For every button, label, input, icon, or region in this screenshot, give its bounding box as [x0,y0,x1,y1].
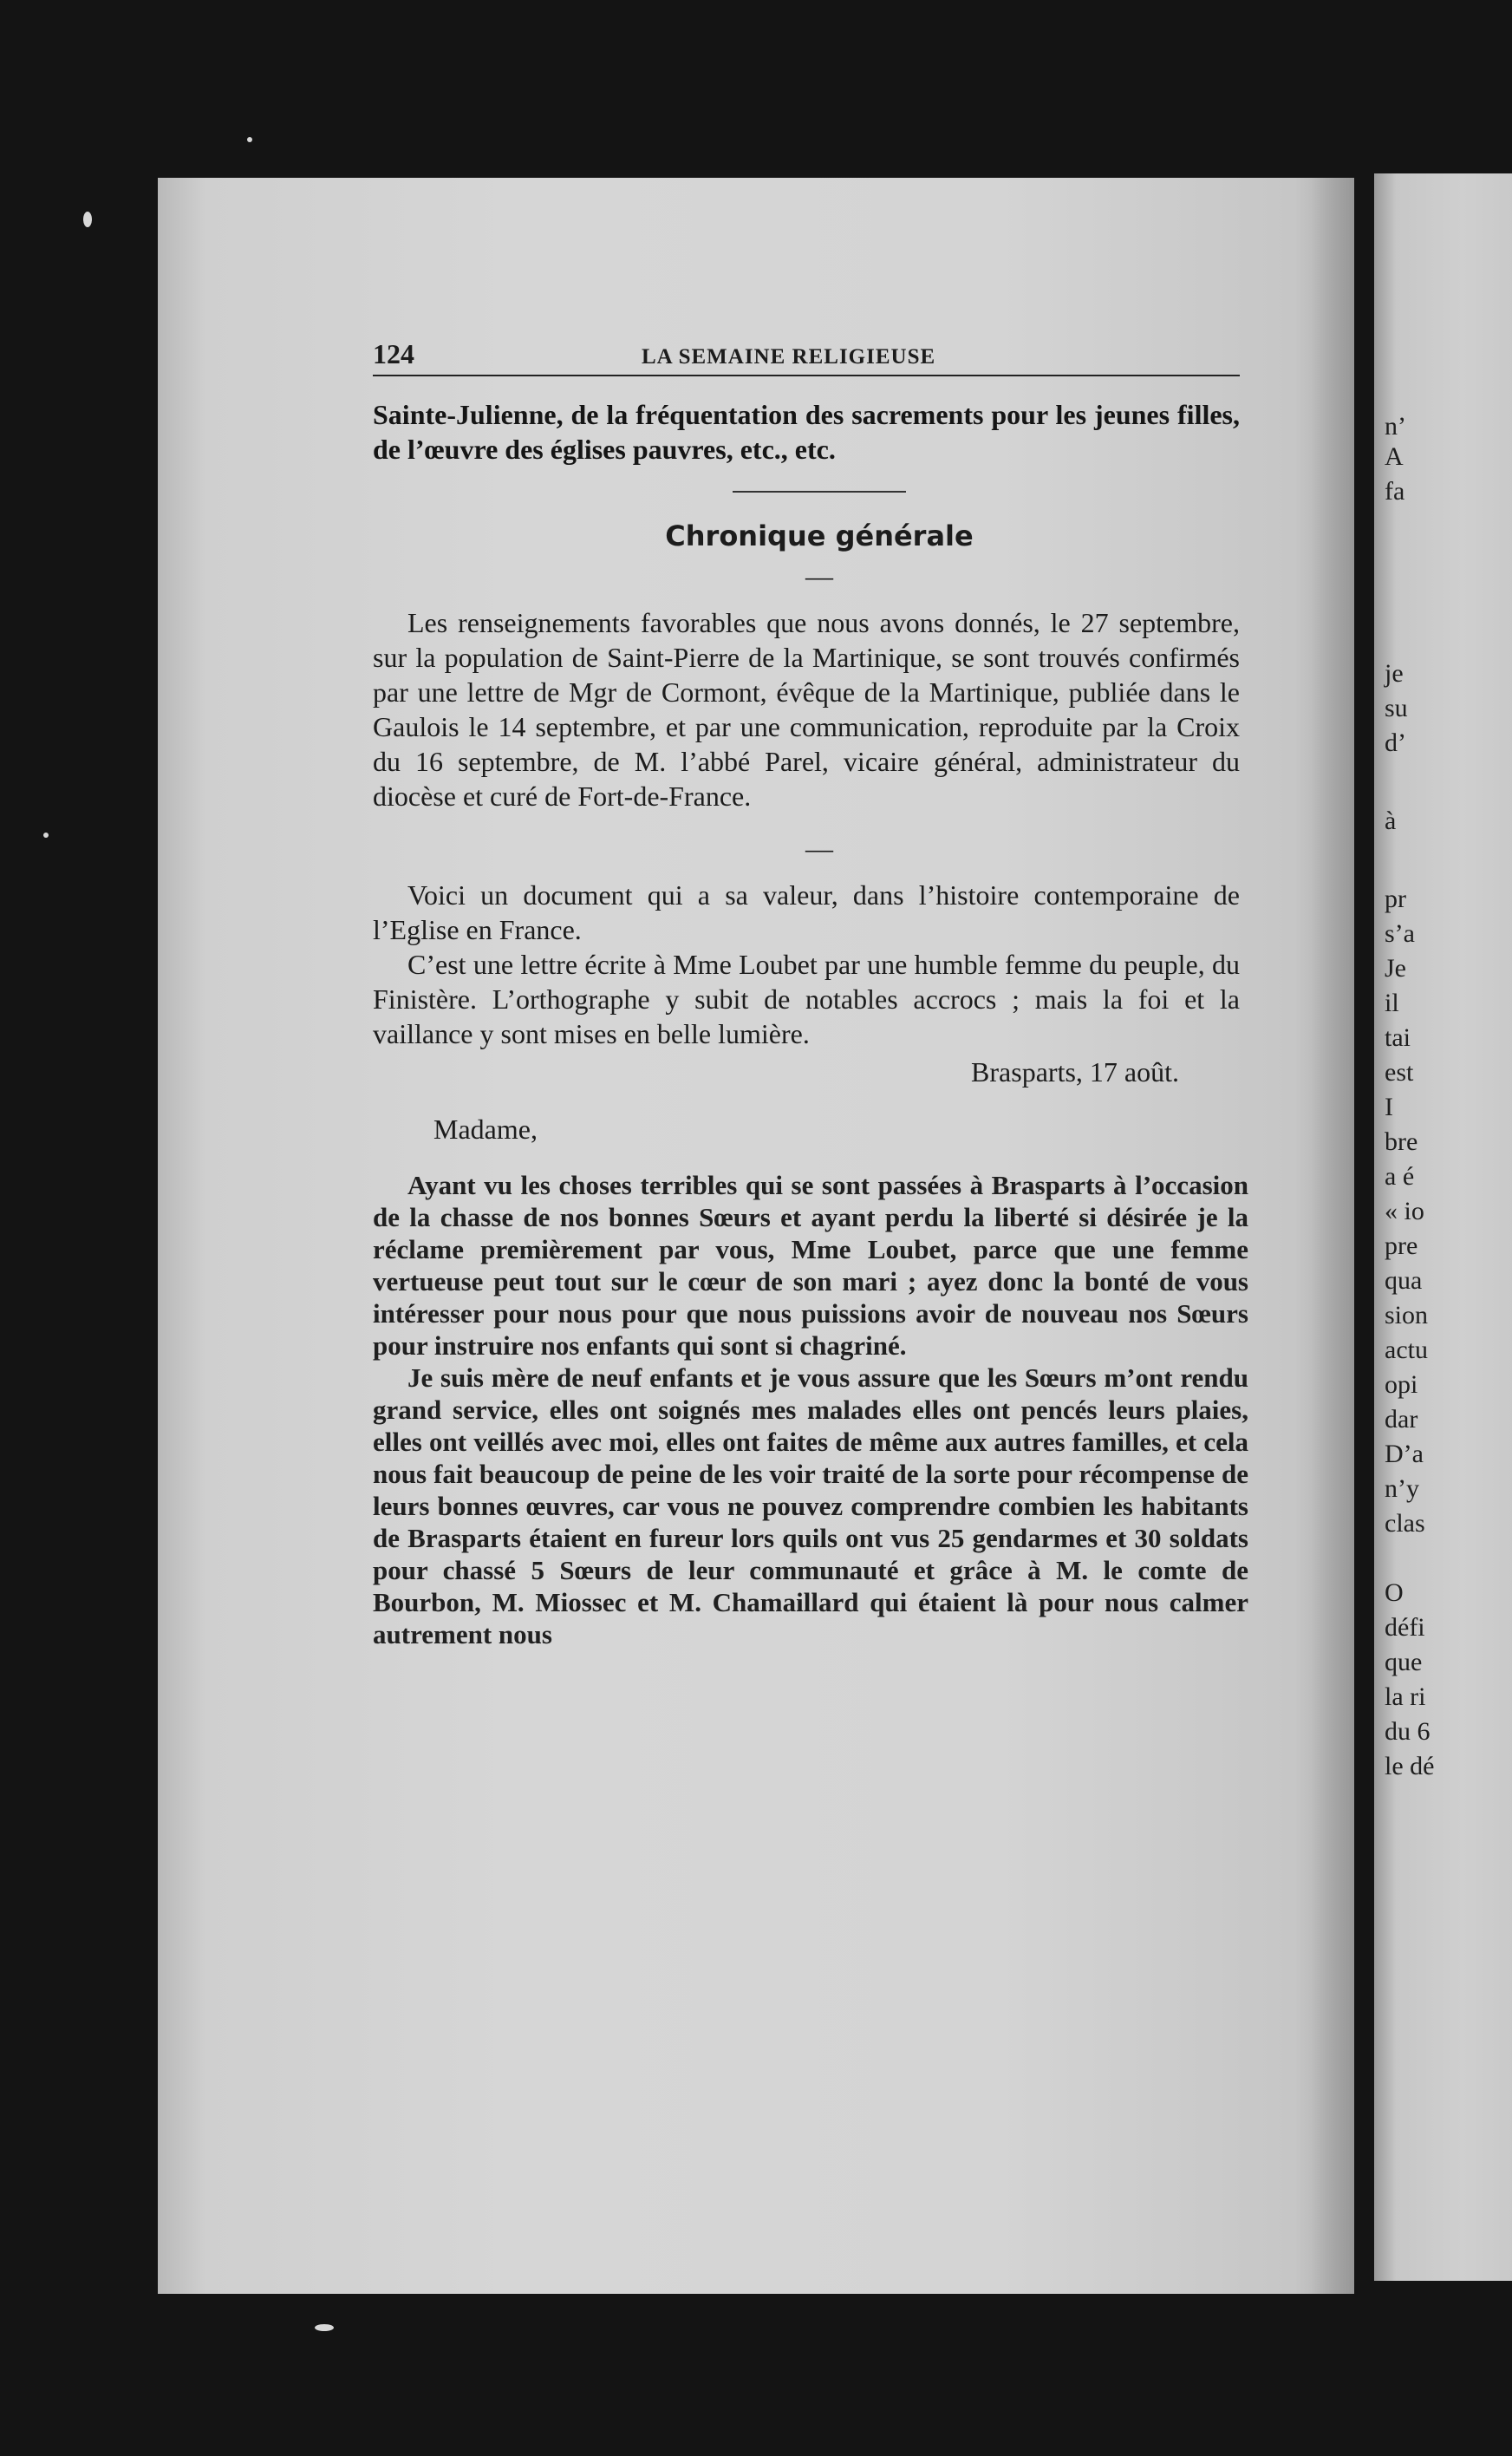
letter-place-date: Brasparts, 17 août. [971,1056,1179,1088]
adjacent-page-fragment: fa [1385,477,1405,506]
chronicle-paragraph-3: C’est une lettre écrite à Mme Loubet par une humble femme du peuple, du Finistère. L’orthographe y subit de notables accrocs ; mais la foi et la vaillance y sont mises en belle lumière. [373,949,1240,1049]
section-title: Chronique générale [665,519,974,552]
adjacent-page-fragment: actu [1385,1336,1428,1364]
section-separator [733,491,906,493]
running-head [373,336,1354,380]
adjacent-page-fragment: il [1385,989,1399,1017]
adjacent-page-fragment: O [1385,1578,1404,1607]
letter-paragraph-2: Je suis mère de neuf enfants et je vous assure que les Sœurs m’ont rendu grand service, elles ont soignés mes malades elles ont pencés leurs plaies, elles ont veillés avec moi, elles ont faites de même aux autres familles, et cela nous fait beaucoup de peine de les voir traité de la sorte pour récompense de leurs bonnes œuvres, car vous ne pouvez comprendre combien les habitants de Brasparts étaient en fureur lors quils ont vus 25 gendarmes et 30 soldats pour chassé 5 Sœurs de leur communauté et grâce à M. le comte de Bourbon, M. Miossec et M. Chamaillard qui étaient là pour nous calmer autrement nous [373,1362,1248,1649]
adjacent-page-fragment: clas [1385,1509,1425,1538]
adjacent-page-fragment: n’y [1385,1474,1419,1503]
adjacent-page-fragment: su [1385,694,1408,722]
adjacent-page-fragment: s’a [1385,919,1415,948]
adjacent-page-fragment: a é [1385,1162,1415,1191]
adjacent-page-fragment: que [1385,1648,1423,1676]
adjacent-page-fragment: du 6 [1385,1717,1431,1746]
adjacent-page-fragment: Je [1385,954,1406,983]
page-number: 124 [373,338,414,369]
adjacent-page-fragment: sion [1385,1301,1429,1329]
paragraph-dash: — [805,833,833,864]
adjacent-page-fragment: pr [1385,885,1406,913]
film-speck [83,212,92,227]
adjacent-page-fragment: I [1385,1093,1393,1121]
film-speck [247,137,252,142]
chronicle-paragraph-2: Voici un document qui a sa valeur, dans l’histoire contemporaine de l’Eglise en France. [373,879,1240,945]
adjacent-page-fragment: dar [1385,1405,1418,1434]
header-rule [373,375,1240,376]
adjacent-page-fragment: A [1385,442,1404,471]
adjacent-page-fragment: D’a [1385,1440,1424,1468]
adjacent-page-fragment: bre [1385,1127,1418,1156]
adjacent-page-fragment: défi [1385,1613,1425,1642]
lead-paragraph: Sainte-Julienne, de la fréquentation des sacrements pour les jeunes filles, de l’œuvre des églises pauvres, etc., etc. [373,399,1240,465]
chronicle-paragraph-1: Les renseignements favorables que nous avons donnés, le 27 septembre, sur la population de Saint-Pierre de la Martinique, se sont trouvés confirmés par une lettre de Mgr de Cormont, évêque de la Martinique, publiée dans le Gaulois le 14 septembre, et par une communication, reproduite par la Croix du 16 septembre, de M. l’abbé Parel, vicaire général, administrateur du diocèse et curé de Fort-de-France. [373,607,1240,812]
adjacent-page-fragment: opi [1385,1370,1418,1399]
adjacent-page-fragment: je [1385,659,1404,688]
adjacent-page-fragment: le dé [1385,1752,1435,1780]
adjacent-page-fragment: est [1385,1058,1414,1087]
adjacent-page-edge [1374,173,1512,2281]
letter-paragraph-1: Ayant vu les choses terribles qui se sont passées à Brasparts à l’occasion de la chasse de nos bonnes Sœurs et ayant perdu la liberté si désirée je la réclame premièrement par vous, Mme Loubet, parce que une femme vertueuse peut tout sur le cœur de son mari ; ayez donc la bonté de vous intéresser pour nous pour que nous puissions avoir de nouveau nos Sœurs pour instruire nos enfants qui sont si chagriné. [373,1170,1248,1361]
film-speck [43,833,49,838]
adjacent-page-fragment: la ri [1385,1682,1426,1711]
adjacent-page-fragment: n’ [1385,412,1406,441]
book-page [158,178,1354,2294]
adjacent-page-fragment: d’ [1385,728,1406,757]
adjacent-page-fragment: « io [1385,1197,1424,1225]
adjacent-page-fragment: tai [1385,1023,1411,1052]
title-dash: — [805,560,833,591]
film-speck [315,2324,334,2331]
running-title: LA SEMAINE RELIGIEUSE [642,345,936,369]
letter-salutation: Madame, [433,1114,538,1145]
adjacent-page-fragment: à [1385,807,1397,835]
adjacent-page-fragment: pre [1385,1231,1418,1260]
adjacent-page-fragment: qua [1385,1266,1423,1295]
page-text [373,336,1354,1650]
